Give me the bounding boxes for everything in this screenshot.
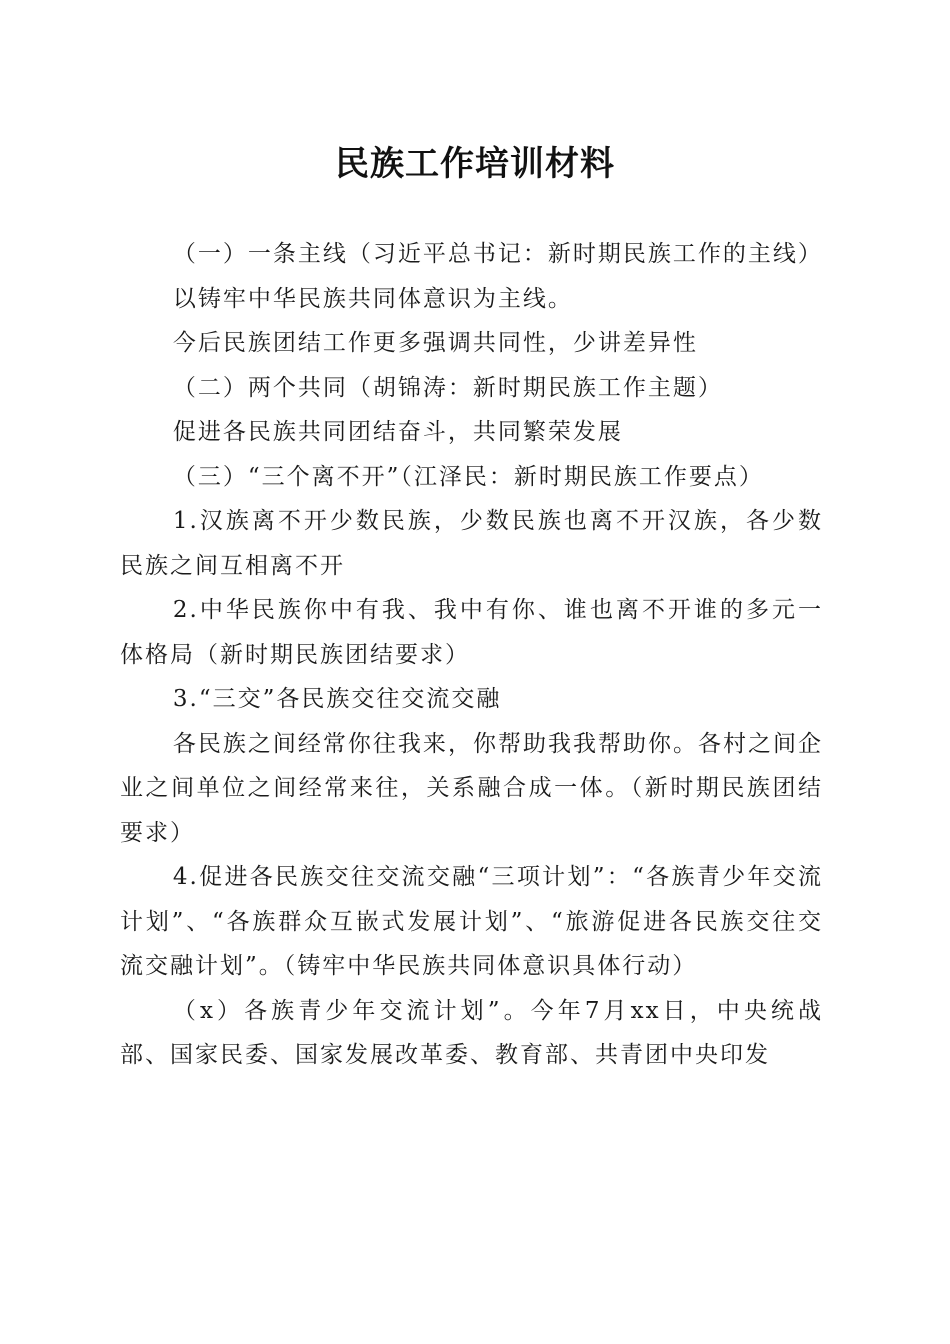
document-title: 民族工作培训材料 [335,144,615,184]
document-body [120,232,823,1078]
paragraph: （x）各族青少年交流计划”。今年7月xx日，中央统战部、国家民委、国家发展改革委、教育部、共青团中央印发 [120,997,823,1068]
section-heading-2: （二）两个共同（胡锦涛：新时期民族工作主题） [172,374,723,401]
list-item: 1.汉族离不开少数民族，少数民族也离不开汉族，各少数民族之间互相离不开 [120,508,823,579]
paragraph: 以铸牢中华民族共同体意识为主线。 [172,285,573,312]
paragraph: 各民族之间经常你往我来，你帮助我我帮助你。各村之间企业之间单位之间经常来往，关系融合成一体。（新时期民族团结要求） [120,730,823,846]
section-heading-3: （三）“三个离不开”（江泽民：新时期民族工作要点） [172,463,764,490]
paragraph: 今后民族团结工作更多强调共同性，少讲差异性 [172,330,698,356]
section-heading-1: （一）一条主线（习近平总书记：新时期民族工作的主线） [172,241,823,267]
list-item: 4.促进各民族交往交流交融“三项计划”：“各族青少年交流计划”、“各族群众互嵌式发展计划”、“旅游促进各民族交往交流交融计划”。（铸牢中华民族共同体意识具体行动） [120,864,823,979]
paragraph: 促进各民族共同团结奋斗，共同繁荣发展 [172,419,623,445]
list-item: 3.“三交”各民族交往交流交融 [172,686,502,712]
list-item: 2.中华民族你中有我、我中有你、谁也离不开谁的多元一体格局（新时期民族团结要求） [120,597,823,668]
